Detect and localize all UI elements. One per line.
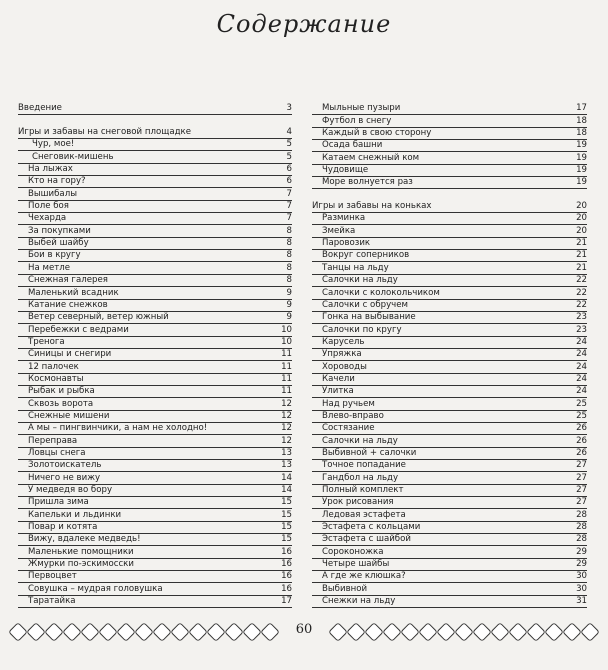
toc-entry — [18, 485, 292, 497]
toc-entry-title: Космонавты — [28, 373, 84, 384]
toc-entry — [18, 361, 292, 373]
toc-entry-title: Бои в кругу — [28, 250, 81, 261]
toc-entry-title: Четыре шайбы — [322, 559, 390, 570]
ornament-tile-icon — [382, 622, 402, 642]
toc-entry-title: Над ручьем — [322, 398, 375, 409]
ornament-tile-icon — [418, 622, 438, 642]
toc-entry — [312, 128, 587, 140]
toc-entry — [312, 201, 587, 213]
toc-entry-title: Маленький всадник — [28, 287, 119, 298]
toc-entry — [18, 287, 292, 299]
toc-entry — [312, 559, 587, 571]
toc-entry-page: 27 — [576, 472, 587, 483]
toc-right-column — [312, 103, 587, 608]
toc-entry — [312, 140, 587, 152]
toc-entry-page: 24 — [576, 373, 587, 384]
toc-entry — [312, 497, 587, 509]
toc-entry — [312, 583, 587, 595]
toc-entry-page: 19 — [576, 140, 587, 151]
toc-entry-page: 16 — [281, 571, 292, 582]
toc-entry-page: 17 — [576, 103, 587, 114]
toc-entry-page: 15 — [281, 534, 292, 545]
toc-entry-title: 12 палочек — [28, 361, 79, 372]
ornament-tile-icon — [562, 622, 582, 642]
toc-entry — [18, 238, 292, 250]
toc-entry-page: 26 — [576, 423, 587, 434]
toc-entry-page: 29 — [576, 559, 587, 570]
ornament-tile-icon — [454, 622, 474, 642]
toc-entry — [18, 103, 292, 115]
toc-entry — [18, 312, 292, 324]
toc-entry-page: 14 — [281, 472, 292, 483]
toc-entry-page: 22 — [576, 287, 587, 298]
toc-entry — [18, 151, 292, 163]
toc-entry-page: 21 — [576, 262, 587, 273]
toc-entry — [18, 411, 292, 423]
toc-entry-title: Выбивной + салочки — [322, 447, 417, 458]
toc-entry-title: Игры и забавы на коньках — [312, 201, 432, 212]
toc-entry — [18, 250, 292, 262]
toc-entry — [18, 497, 292, 509]
toc-entry-title: Улитка — [322, 386, 354, 397]
toc-entry-page: 9 — [286, 312, 292, 323]
toc-entry — [312, 361, 587, 373]
toc-entry-title: Кто на гору? — [28, 176, 86, 187]
toc-entry-title: Снеговик-мишень — [32, 151, 114, 162]
toc-entry-page: 24 — [576, 336, 587, 347]
ornament-tile-icon — [346, 622, 366, 642]
toc-entry-title: Хороводы — [322, 361, 367, 372]
toc-entry-page: 15 — [281, 522, 292, 533]
toc-entry-page: 11 — [281, 386, 292, 397]
toc-entry-title: Змейка — [322, 225, 356, 236]
toc-entry-page: 24 — [576, 349, 587, 360]
ornament-tile-icon — [490, 622, 510, 642]
toc-entry-title: Сквозь ворота — [28, 398, 94, 409]
toc-entry — [18, 596, 292, 608]
toc-entry-title: Тренога — [28, 336, 65, 347]
toc-entry-page: 29 — [576, 546, 587, 557]
toc-entry-title: Полный комплект — [322, 485, 404, 495]
toc-entry — [312, 509, 587, 521]
toc-entry — [312, 522, 587, 534]
ornament-tile-icon — [508, 622, 528, 642]
page-number: 60 — [295, 622, 313, 637]
toc-entry-page: 8 — [286, 262, 292, 273]
toc-entry-page: 16 — [281, 583, 292, 594]
toc-entry-title: Качели — [322, 373, 355, 384]
toc-entry-title: На лыжах — [28, 164, 73, 175]
toc-entry-page: 18 — [576, 128, 587, 139]
toc-entry-title: Осада башни — [322, 140, 383, 151]
toc-entry-page: 7 — [286, 201, 292, 212]
toc-entry-title: Поле боя — [28, 201, 69, 212]
toc-entry — [18, 509, 292, 521]
toc-entry-title: Ловцы снега — [28, 447, 86, 458]
ornament-tile-icon — [364, 622, 384, 642]
toc-entry-page: 27 — [576, 497, 587, 508]
toc-entry — [18, 225, 292, 237]
toc-entry-title: Море волнуется раз — [322, 177, 413, 188]
toc-entry-title: Катание снежков — [28, 299, 108, 310]
toc-entry-title: На метле — [28, 262, 71, 273]
toc-entry-title: Салочки на льду — [322, 275, 398, 286]
toc-entry — [312, 349, 587, 361]
toc-entry — [18, 472, 292, 484]
toc-entry-page: 12 — [281, 423, 292, 434]
toc-entry-page: 19 — [576, 165, 587, 176]
toc-entry-title: Эстафета с шайбой — [322, 534, 411, 545]
toc-entry-title: Мыльные пузыри — [322, 103, 401, 114]
toc-entry-page: 28 — [576, 509, 587, 520]
toc-entry-title: Жмурки по-эскимосски — [28, 559, 134, 570]
toc-entry — [312, 287, 587, 299]
toc-entry — [18, 262, 292, 274]
toc-entry-title: Таратайка — [28, 596, 76, 607]
toc-entry — [312, 225, 587, 237]
toc-entry-page: 20 — [576, 213, 587, 224]
toc-entry — [312, 177, 587, 189]
toc-entry-title: Перебежки с ведрами — [28, 324, 129, 335]
toc-entry — [312, 337, 587, 349]
toc-entry — [18, 435, 292, 447]
ornament-tile-icon — [544, 622, 564, 642]
toc-entry — [312, 435, 587, 447]
toc-entry-title: За покупками — [28, 225, 91, 236]
toc-entry-title: Выбивной — [322, 583, 368, 594]
toc-entry-title: Вижу, вдалеке медведь! — [28, 534, 141, 545]
toc-entry-page: 24 — [576, 386, 587, 397]
toc-entry-page: 20 — [576, 225, 587, 236]
ornament-tile-icon — [436, 622, 456, 642]
toc-entry-page: 15 — [281, 509, 292, 520]
toc-entry — [18, 275, 292, 287]
toc-entry-title: Вокруг соперников — [322, 250, 410, 261]
toc-entry-page: 8 — [286, 275, 292, 286]
toc-entry-page: 15 — [281, 497, 292, 508]
toc-entry — [18, 398, 292, 410]
toc-entry — [18, 213, 292, 225]
toc-entry-title: Вышибалы — [28, 188, 77, 199]
toc-entry — [18, 386, 292, 398]
toc-entry-title: Первоцвет — [28, 571, 77, 582]
toc-entry-title: Каждый в свою сторону — [322, 128, 432, 139]
toc-entry — [18, 423, 292, 435]
toc-entry-title: Снежная галерея — [28, 275, 108, 286]
toc-entry-page: 8 — [286, 250, 292, 261]
toc-entry-title: Повар и котята — [28, 522, 98, 533]
toc-entry — [312, 596, 587, 608]
toc-entry-title: Снежные мишени — [28, 410, 110, 421]
toc-entry-title: Гандбол на льду — [322, 472, 399, 483]
toc-entry-page: 14 — [281, 485, 292, 495]
toc-entry-title: Капельки и льдинки — [28, 509, 122, 520]
toc-entry-title: Ледовая эстафета — [322, 509, 406, 520]
toc-entry-page: 13 — [281, 447, 292, 458]
toc-entry-page: 12 — [281, 435, 292, 446]
toc-entry-title: Синицы и снегири — [28, 349, 112, 360]
toc-entry-title: Рыбак и рыбка — [28, 386, 95, 397]
toc-entry-page: 25 — [576, 410, 587, 421]
ornament-right-icon — [330, 624, 598, 640]
toc-entry-page: 12 — [281, 410, 292, 421]
toc-entry-page: 30 — [576, 583, 587, 594]
toc-entry-page: 28 — [576, 534, 587, 545]
ornament-tile-icon — [472, 622, 492, 642]
toc-entry — [18, 337, 292, 349]
toc-entry-title: А где же клюшка? — [322, 571, 406, 582]
toc-entry-page: 25 — [576, 398, 587, 409]
toc-entry-page: 8 — [286, 225, 292, 236]
toc-entry — [312, 386, 587, 398]
toc-entry-page: 9 — [286, 287, 292, 298]
toc-entry-title: Катаем снежный ком — [322, 152, 420, 163]
toc-entry — [18, 559, 292, 571]
toc-entry — [312, 238, 587, 250]
toc-entry — [312, 460, 587, 472]
toc-entry-title: Золотоискатель — [28, 460, 102, 471]
page-title: Содержание — [216, 10, 392, 38]
toc-entry-title: Эстафета с кольцами — [322, 522, 421, 533]
toc-entry-title: Упряжка — [322, 349, 362, 360]
toc-entry-page: 16 — [281, 559, 292, 570]
toc-entry-title: Снежки на льду — [322, 596, 396, 607]
toc-entry — [312, 398, 587, 410]
toc-entry — [18, 188, 292, 200]
toc-entry — [18, 139, 292, 151]
toc-entry-title: Салочки с обручем — [322, 299, 409, 310]
toc-entry-page: 23 — [576, 324, 587, 335]
toc-entry-title: Ничего не вижу — [28, 472, 101, 483]
toc-entry — [18, 127, 292, 139]
toc-entry-page: 11 — [281, 349, 292, 360]
toc-entry — [312, 300, 587, 312]
toc-entry-page: 10 — [281, 336, 292, 347]
toc-entry-page: 7 — [286, 213, 292, 224]
toc-entry — [312, 213, 587, 225]
toc-entry-page: 11 — [281, 361, 292, 372]
ornament-tile-icon — [328, 622, 348, 642]
toc-entry-page: 31 — [576, 596, 587, 607]
toc-entry — [312, 250, 587, 262]
toc-entry-title: Совушка – мудрая головушка — [28, 583, 163, 594]
toc-entry — [312, 165, 587, 177]
toc-entry-title: Игры и забавы на снеговой площадке — [18, 127, 192, 138]
toc-entry — [18, 546, 292, 558]
toc-entry-title: Гонка на выбывание — [322, 312, 416, 323]
toc-entry-page: 6 — [286, 176, 292, 187]
toc-entry-title: Введение — [18, 103, 62, 114]
toc-entry — [312, 262, 587, 274]
toc-entry — [18, 300, 292, 312]
toc-entry-page: 5 — [286, 139, 292, 150]
toc-entry — [312, 324, 587, 336]
ornament-tile-icon — [580, 622, 600, 642]
toc-entry-page: 23 — [576, 312, 587, 323]
toc-entry-page: 17 — [281, 596, 292, 607]
toc-entry-page: 4 — [286, 127, 292, 138]
page-footer — [10, 622, 598, 642]
toc-entry-title: Чудовище — [322, 165, 369, 176]
toc-entry — [312, 534, 587, 546]
toc-entry — [312, 312, 587, 324]
toc-entry-title: У медведя во бору — [28, 485, 113, 495]
toc-entry — [312, 115, 587, 127]
toc-entry — [18, 583, 292, 595]
toc-entry-page: 21 — [576, 238, 587, 249]
toc-entry — [18, 448, 292, 460]
toc-entry — [18, 522, 292, 534]
toc-entry-title: Сороконожка — [322, 546, 384, 557]
toc-entry-title: Танцы на льду — [322, 262, 389, 273]
toc-entry-page: 13 — [281, 460, 292, 471]
toc-entry-title: Чехарда — [28, 213, 67, 224]
toc-entry — [312, 103, 587, 115]
toc-entry-page: 27 — [576, 485, 587, 495]
toc-entry — [18, 374, 292, 386]
toc-entry — [18, 176, 292, 188]
toc-entry-page: 7 — [286, 188, 292, 199]
toc-entry-page: 30 — [576, 571, 587, 582]
toc-entry-title: Пришла зима — [28, 497, 89, 508]
toc-entry-title: Выбей шайбу — [28, 238, 89, 249]
toc-entry-page: 21 — [576, 250, 587, 261]
toc-entry-title: Футбол в снегу — [322, 115, 392, 126]
toc-entry-page: 18 — [576, 115, 587, 126]
toc-entry-title: Переправа — [28, 435, 78, 446]
toc-entry — [18, 349, 292, 361]
ornament-tile-icon — [526, 622, 546, 642]
toc-entry — [312, 275, 587, 287]
toc-entry-title: Разминка — [322, 213, 366, 224]
toc-entry-page: 10 — [281, 324, 292, 335]
toc-entry-page: 26 — [576, 447, 587, 458]
toc-entry — [312, 423, 587, 435]
toc-entry — [312, 448, 587, 460]
toc-entry-page: 26 — [576, 435, 587, 446]
ornament-tile-icon — [400, 622, 420, 642]
toc-entry-title: Паровозик — [322, 238, 371, 249]
toc-entry-title: Состязание — [322, 423, 375, 434]
toc-entry-title: Ветер северный, ветер южный — [28, 312, 169, 323]
toc-entry-title: Влево-вправо — [322, 410, 384, 421]
toc-entry — [312, 472, 587, 484]
toc-entry-title: Урок рисования — [322, 497, 394, 508]
toc-entry-title: Карусель — [322, 336, 365, 347]
toc-entry-title: Точное попадание — [322, 460, 406, 471]
toc-entry-page: 6 — [286, 164, 292, 175]
toc-entry-page: 16 — [281, 546, 292, 557]
toc-entry-title: Салочки на льду — [322, 435, 398, 446]
toc-entry — [18, 460, 292, 472]
toc-entry-title: Маленькие помощники — [28, 546, 134, 557]
toc-left-column — [18, 103, 292, 608]
toc-entry-page: 5 — [286, 151, 292, 162]
toc-entry — [312, 546, 587, 558]
toc-entry-page: 11 — [281, 373, 292, 384]
toc-entry — [312, 411, 587, 423]
toc-entry-page: 3 — [286, 103, 292, 114]
toc-entry-title: Салочки по кругу — [322, 324, 402, 335]
toc-entry-title: Салочки с колокольчиком — [322, 287, 440, 298]
toc-entry-title: Чур, мое! — [32, 139, 75, 150]
toc-entry-page: 12 — [281, 398, 292, 409]
toc-entry — [312, 485, 587, 497]
toc-entry — [312, 374, 587, 386]
toc-entry — [312, 152, 587, 164]
toc-entry — [18, 324, 292, 336]
toc-entry — [18, 534, 292, 546]
toc-entry-page: 9 — [286, 299, 292, 310]
toc-entry-page: 20 — [576, 201, 587, 212]
toc-entry-page: 24 — [576, 361, 587, 372]
toc-entry-page: 22 — [576, 299, 587, 310]
toc-entry-page: 22 — [576, 275, 587, 286]
toc-entry-page: 8 — [286, 238, 292, 249]
toc-entry — [18, 164, 292, 176]
toc-entry — [18, 201, 292, 213]
toc-entry-title: А мы – пингвинчики, а нам не холодно! — [28, 423, 208, 434]
toc-entry-page: 27 — [576, 460, 587, 471]
toc-entry — [18, 571, 292, 583]
toc-entry-page: 19 — [576, 152, 587, 163]
toc-entry — [312, 571, 587, 583]
toc-entry-page: 19 — [576, 177, 587, 188]
toc-entry-page: 28 — [576, 522, 587, 533]
